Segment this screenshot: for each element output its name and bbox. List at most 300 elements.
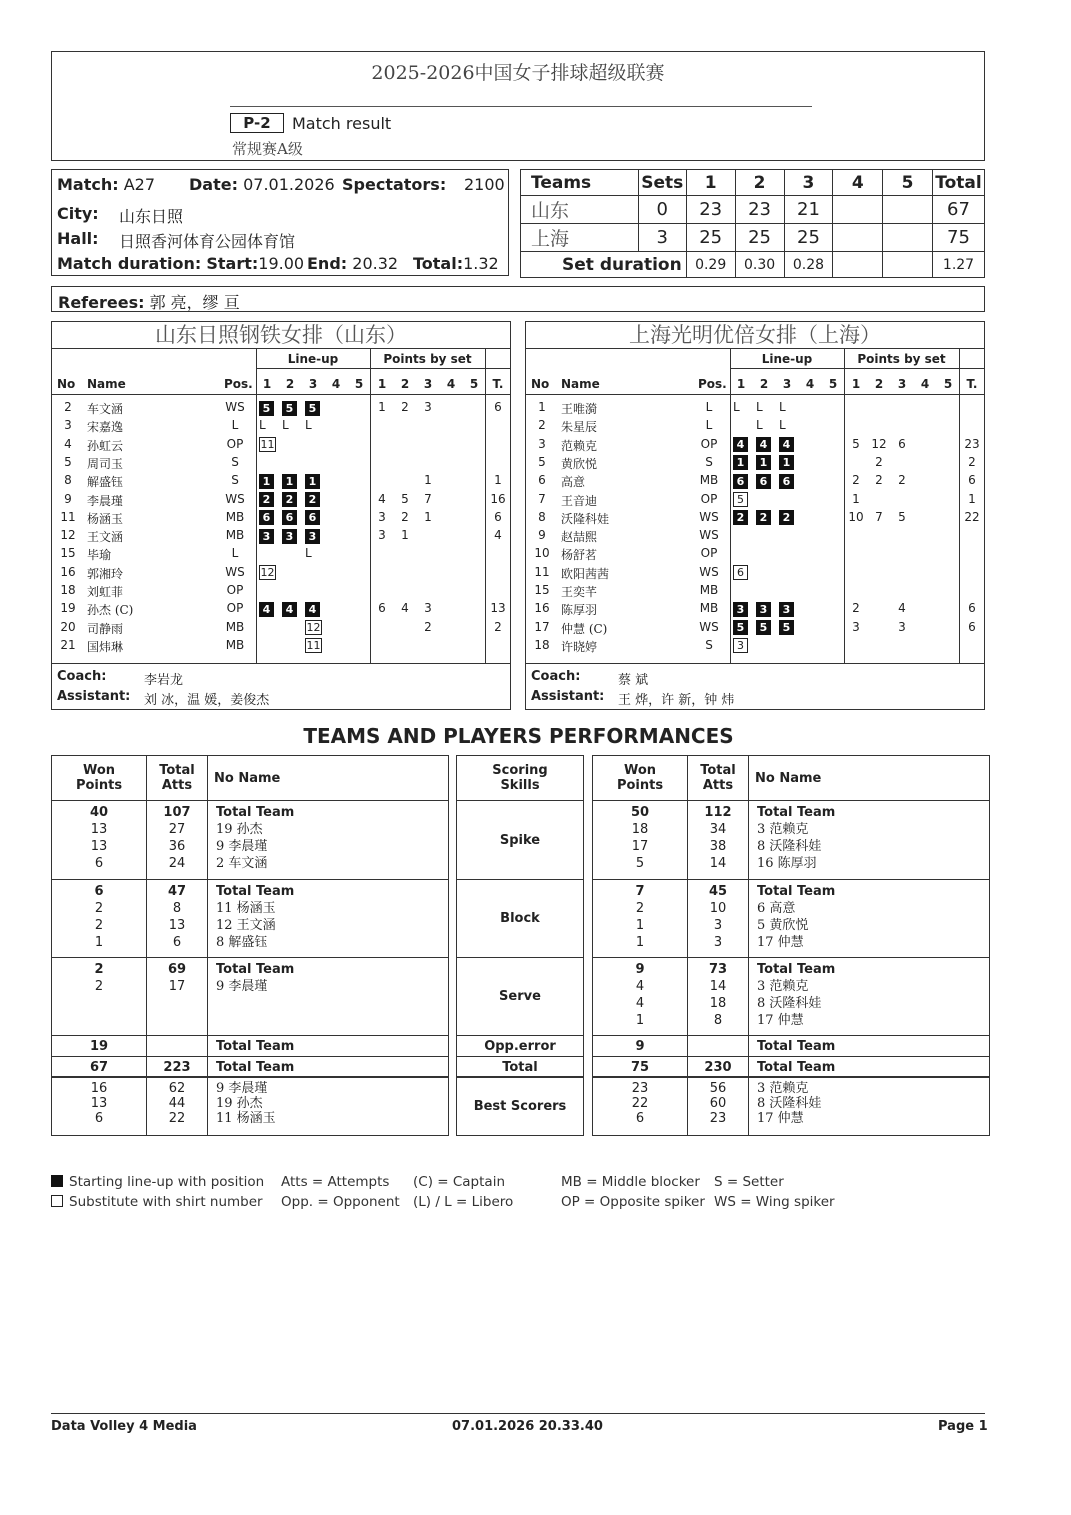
player-name: 刘虹菲 (87, 585, 124, 599)
player-total-points: 6 (494, 400, 502, 414)
opp-error-won: 19 (52, 1036, 147, 1057)
won-points-header: Won Points (52, 756, 147, 801)
skill-name: Spike (457, 801, 584, 880)
player-position: WS (699, 528, 719, 543)
home-spike-row (52, 801, 449, 880)
starting-square-icon (51, 1175, 63, 1187)
player-names-cell (749, 801, 990, 880)
best-atts-cell (147, 1077, 208, 1136)
set-points: 1 (378, 400, 386, 414)
home-team-name: 山东日照钢铁女排（山东） (52, 322, 510, 349)
best-atts-cell-line: 60 (709, 1096, 727, 1111)
away-col-divider (844, 348, 845, 664)
opp-error-atts (688, 1036, 749, 1057)
player-number: 18 (60, 583, 76, 597)
player-names-cell (749, 958, 990, 1036)
city-value: 山东日照 (119, 207, 184, 226)
total-atts-cell-line: 6 (172, 935, 182, 950)
won-points-cell-line: 1 (635, 935, 645, 950)
teams-header: Teams (521, 170, 639, 196)
player-total-points: 2 (968, 454, 976, 469)
end-time: 20.32 (352, 254, 399, 273)
player-names-cell-line: Total Team (216, 884, 295, 899)
end-label: End: (307, 254, 348, 273)
starting-position-badge: 1 (259, 474, 274, 489)
opp-error-atts (147, 1036, 208, 1057)
player-names-cell-line: 3 范赖克 (757, 979, 809, 994)
match-label: Match: (57, 175, 119, 194)
away-performance-table (592, 755, 990, 1078)
set4-duration (833, 252, 883, 278)
set-points: 12 (871, 436, 887, 451)
player-names-cell-line: Total Team (216, 805, 295, 820)
away-pos-header: Pos. (698, 377, 727, 391)
starting-position-badge: 3 (259, 529, 274, 544)
player-position: S (705, 637, 713, 652)
starting-position-badge: 5 (282, 401, 297, 416)
set-points: 2 (875, 454, 883, 469)
player-name: 黄欣悦 (561, 456, 598, 471)
player-total-points: 6 (968, 473, 976, 488)
player-name: 宋嘉逸 (87, 420, 124, 435)
player-position: OP (226, 436, 244, 451)
player-position: WS (225, 400, 245, 414)
home-total: 67 (932, 196, 984, 224)
home-block-row (52, 880, 449, 958)
player-total-points: 1 (494, 473, 502, 488)
away-assistant-names: 王 烨，许 新，钟 炜 (618, 693, 735, 708)
opp-error-won: 9 (593, 1036, 688, 1057)
home-lineup-header: Line-up (287, 352, 339, 366)
duration-label: Match duration: (57, 254, 202, 273)
set-points: 3 (378, 528, 386, 543)
opp-error-team: Total Team (749, 1036, 990, 1057)
total-label: Total: (413, 254, 464, 273)
player-total-points: 1 (968, 491, 976, 506)
player-name: 沃隆科娃 (561, 511, 610, 526)
player-position: WS (225, 564, 245, 579)
player-names-cell (208, 958, 449, 1036)
best-names-cell-line: 9 李晨瑾 (216, 1081, 268, 1096)
total-team: Total Team (749, 1057, 990, 1078)
won-points-cell-line: 7 (635, 884, 645, 899)
starting-position-badge: 3 (305, 529, 320, 544)
total-atts-header: Total Atts (147, 756, 208, 801)
total-atts-cell-line: 8 (713, 1013, 723, 1028)
home-subheader-line (256, 368, 510, 369)
set-points: 2 (401, 509, 409, 524)
set-points: 5 (898, 509, 906, 524)
set-points: 5 (852, 436, 860, 451)
player-position: MB (225, 619, 245, 634)
player-names-cell (208, 801, 449, 880)
player-number: 8 (64, 473, 72, 488)
home-coach-name: 李岩龙 (144, 673, 184, 688)
player-name: 赵喆熙 (561, 530, 598, 545)
set-points: 7 (424, 491, 432, 506)
substitute-badge: 5 (733, 492, 748, 507)
starting-position-badge: 4 (756, 437, 771, 452)
home-pos-header: Pos. (224, 377, 253, 391)
home-performance-table (51, 755, 449, 1078)
player-total-points: 16 (490, 491, 506, 506)
home-sets: 0 (638, 196, 686, 224)
starting-position-badge: 6 (259, 510, 274, 525)
home-header-line (52, 394, 510, 395)
report-header (51, 51, 985, 161)
libero-marker: L (305, 546, 312, 561)
away-points-set2-header: 2 (874, 377, 884, 391)
home-no-header: No (57, 377, 76, 391)
score-table (520, 169, 985, 278)
player-name: 周司玉 (87, 456, 124, 471)
home-total-header: T. (492, 377, 504, 391)
best-names-cell (749, 1077, 990, 1136)
player-name: 王奕芊 (561, 585, 598, 599)
won-points-cell-line: 13 (90, 822, 108, 837)
opp-error-skill-row (457, 1036, 584, 1057)
legend-starting: Starting line-up with position (69, 1174, 265, 1190)
player-names-cell-line: 8 沃隆科娃 (757, 996, 822, 1011)
player-names-cell-line: 16 陈厚羽 (757, 856, 817, 871)
libero-marker: L (305, 418, 312, 433)
starting-position-badge: 3 (779, 602, 794, 617)
away-total: 75 (932, 224, 984, 252)
match-info (51, 169, 509, 276)
set-points: 1 (424, 473, 432, 488)
skill-row (457, 801, 584, 880)
player-name: 李晨瑾 (87, 493, 124, 508)
skill-row (457, 880, 584, 958)
away-total-header: T. (966, 377, 978, 391)
away-team-name: 上海光明优倍女排（上海） (526, 322, 984, 349)
hall-label: Hall: (57, 229, 99, 248)
player-name: 解盛钰 (87, 475, 124, 490)
substitute-badge: 11 (260, 438, 275, 452)
score-row-away (521, 224, 985, 252)
away-team-short: 上海 (521, 224, 639, 252)
player-names-cell (749, 880, 990, 958)
starting-position-badge: 6 (282, 510, 297, 525)
legend-captain: (C) = Captain (413, 1174, 505, 1190)
home-assistant-label: Assistant: (57, 689, 131, 704)
total-atts-header: Total Atts (688, 756, 749, 801)
away-assistant-label: Assistant: (531, 689, 605, 704)
total-won: 67 (52, 1057, 147, 1078)
player-names-cell-line: 8 沃隆科娃 (757, 839, 822, 854)
home-col-divider (256, 348, 257, 664)
player-position: L (705, 418, 713, 433)
date-label: Date: (189, 175, 238, 194)
player-name: 杨涵玉 (87, 511, 124, 526)
player-name: 车文涵 (87, 402, 124, 416)
starting-position-badge: 3 (756, 602, 771, 617)
player-names-cell-line: 3 范赖克 (757, 822, 809, 837)
starting-position-badge: 5 (779, 620, 794, 635)
player-name: 王唯漪 (561, 402, 598, 416)
footer-divider (51, 1413, 985, 1414)
set-points: 2 (898, 473, 906, 488)
player-names-cell-line: Total Team (757, 962, 836, 977)
set-points: 3 (424, 601, 432, 616)
starting-position-badge: 5 (305, 401, 320, 416)
away-points-set5-header: 5 (943, 377, 953, 391)
player-position: L (231, 546, 239, 561)
set2-duration: 0.30 (735, 252, 784, 278)
player-position: OP (700, 491, 718, 506)
player-names-cell-line: 11 杨涵玉 (216, 901, 276, 916)
player-name: 陈厚羽 (561, 603, 598, 618)
player-number: 6 (538, 473, 546, 488)
away-sets: 3 (638, 224, 686, 252)
set-points: 7 (875, 509, 883, 524)
set-points: 4 (898, 601, 906, 616)
skill-name: Block (457, 880, 584, 958)
starting-position-badge: 2 (733, 510, 748, 525)
best-names-cell-line: 11 杨涵玉 (216, 1111, 276, 1126)
away-points-set1-header: 1 (851, 377, 861, 391)
home-col-divider (370, 348, 371, 664)
won-points-cell (52, 801, 147, 880)
starting-position-badge: 6 (756, 474, 771, 489)
player-name: 毕瑜 (87, 548, 112, 563)
set-points: 4 (378, 491, 386, 506)
set3-duration: 0.28 (784, 252, 833, 278)
home-roster (51, 321, 511, 710)
set-points: 6 (898, 436, 906, 451)
player-position: MB (699, 473, 719, 488)
player-position: MB (699, 583, 719, 597)
player-name: 孙杰 (C) (87, 603, 134, 618)
footer-page: Page 1 (938, 1419, 988, 1434)
opp-error-team: Total Team (208, 1036, 449, 1057)
home-perf-header-row (52, 756, 449, 801)
set-points: 5 (401, 491, 409, 506)
player-total-points: 4 (494, 528, 502, 543)
player-number: 8 (538, 509, 546, 524)
best-scorers-skill: Best Scorers (457, 1077, 584, 1136)
player-position: WS (699, 619, 719, 634)
total-duration: 1.32 (463, 254, 499, 273)
home-lineup-set2-header: 2 (285, 377, 295, 391)
away-best-scorers (592, 1076, 990, 1136)
best-atts-cell (688, 1077, 749, 1136)
won-points-cell-line: 1 (94, 935, 104, 950)
starting-position-badge: 2 (779, 510, 794, 525)
substitute-square-icon (51, 1195, 63, 1207)
won-points-cell-line: 4 (635, 979, 645, 994)
legend-opp: Opp. = Opponent (281, 1194, 400, 1210)
won-points-cell-line: 50 (630, 805, 650, 820)
home-points-set2-header: 2 (400, 377, 410, 391)
home-name-header: Name (87, 377, 126, 391)
best-atts-cell-line: 62 (168, 1081, 186, 1096)
best-scorers-label-table (456, 1076, 584, 1136)
home-points-set3-header: 3 (423, 377, 433, 391)
away-set5 (883, 224, 933, 252)
player-names-cell-line: 9 李晨瑾 (216, 979, 268, 994)
no-name-header: No Name (749, 756, 990, 801)
won-points-cell-line: 40 (89, 805, 109, 820)
substitute-badge: 12 (260, 566, 275, 580)
starting-position-badge: 4 (733, 437, 748, 452)
away-set4 (833, 224, 883, 252)
footer-timestamp: 07.01.2026 20.33.40 (452, 1419, 603, 1434)
total-atts-cell-line: 14 (709, 856, 727, 871)
home-lineup-set5-header: 5 (354, 377, 364, 391)
set-points: 3 (852, 619, 860, 634)
page-code: P-2 (230, 113, 284, 133)
total-atts-cell (147, 958, 208, 1036)
home-assistant-names: 刘 冰，温 媛，姜俊杰 (144, 693, 270, 708)
away-col-divider (959, 348, 960, 664)
total-skill: Total (457, 1057, 584, 1078)
won-points-cell-line: 2 (94, 918, 104, 933)
away-lineup-header: Line-up (761, 352, 813, 366)
total-atts-cell-line: 47 (167, 884, 187, 899)
player-number: 3 (538, 436, 546, 451)
player-name: 高意 (561, 475, 586, 490)
set-duration-row (521, 252, 985, 278)
player-position: S (231, 473, 239, 488)
home-serve-row (52, 958, 449, 1036)
player-name: 郭湘玲 (87, 566, 124, 581)
player-names-cell-line: 12 王文涵 (216, 918, 276, 933)
total-atts-cell (147, 801, 208, 880)
away-points-set4-header: 4 (920, 377, 930, 391)
set-duration-label: Set duration (521, 252, 687, 278)
player-names-cell-line: 19 孙杰 (216, 822, 263, 837)
player-position: MB (225, 509, 245, 524)
home-points-set1-header: 1 (377, 377, 387, 391)
skills-header-row (457, 756, 584, 801)
set-points: 2 (852, 601, 860, 616)
player-position: MB (225, 637, 245, 652)
set1-duration: 0.29 (686, 252, 735, 278)
player-names-cell-line: 5 黄欣悦 (757, 918, 809, 933)
player-name: 朱星辰 (561, 420, 598, 435)
starting-position-badge: 1 (756, 455, 771, 470)
player-total-points: 6 (494, 509, 502, 524)
skill-name: Serve (457, 958, 584, 1036)
away-total-row (593, 1057, 990, 1078)
starting-position-badge: 1 (282, 474, 297, 489)
player-names-cell-line: 8 解盛钰 (216, 935, 268, 950)
won-points-cell-line: 4 (635, 996, 645, 1011)
legend-substitute: Substitute with shirt number (69, 1194, 263, 1210)
player-total-points: 6 (968, 619, 976, 634)
player-name: 国炜琳 (87, 639, 124, 654)
set-points: 2 (875, 473, 883, 488)
opp-error-skill: Opp.error (457, 1036, 584, 1057)
player-number: 9 (538, 528, 546, 543)
total-atts-cell-line: 73 (708, 962, 728, 977)
total-atts-cell-line: 10 (709, 901, 727, 916)
won-points-cell-line: 13 (90, 839, 108, 854)
starting-position-badge: 2 (756, 510, 771, 525)
away-block-row (593, 880, 990, 958)
home-set2: 23 (735, 196, 784, 224)
player-names-cell-line: 17 仲慧 (757, 935, 804, 950)
player-total-points: 23 (964, 436, 980, 451)
best-atts-cell-line: 23 (709, 1111, 727, 1126)
away-set1: 25 (686, 224, 735, 252)
total-atts-cell-line: 3 (713, 918, 723, 933)
total-skill-row (457, 1057, 584, 1078)
spectators-label: Spectators: (342, 175, 447, 194)
set-points: 3 (424, 400, 432, 414)
home-points-set4-header: 4 (446, 377, 456, 391)
skill-row (457, 958, 584, 1036)
away-spike-row (593, 801, 990, 880)
set-points: 6 (378, 601, 386, 616)
away-lineup-set2-header: 2 (759, 377, 769, 391)
best-atts-cell-line: 22 (168, 1111, 186, 1126)
player-number: 16 (60, 564, 76, 579)
set2-header: 2 (735, 170, 784, 196)
legend-libero: (L) / L = Libero (413, 1194, 514, 1210)
away-points-header: Points by set (857, 352, 946, 366)
won-points-cell-line: 5 (635, 856, 645, 871)
starting-position-badge: 1 (733, 455, 748, 470)
total-atts-cell-line: 107 (163, 805, 191, 820)
won-points-cell-line: 2 (94, 962, 104, 977)
player-names-cell-line: 17 仲慧 (757, 1013, 804, 1028)
player-number: 5 (538, 454, 546, 469)
total-atts-cell-line: 38 (709, 839, 727, 854)
player-name: 王文涵 (87, 530, 124, 545)
player-number: 15 (60, 546, 76, 561)
starting-position-badge: 1 (779, 455, 794, 470)
away-lineup-set4-header: 4 (805, 377, 815, 391)
set-points: 1 (401, 528, 409, 543)
set-points: 1 (852, 491, 860, 506)
starting-position-badge: 4 (305, 602, 320, 617)
player-name: 许晓婷 (561, 639, 598, 654)
best-atts-cell-line: 44 (168, 1096, 186, 1111)
best-won-cell (52, 1077, 147, 1136)
player-total-points: 2 (494, 619, 502, 634)
player-position: WS (699, 564, 719, 579)
starting-position-badge: 4 (259, 602, 274, 617)
set-points: 10 (848, 509, 864, 524)
score-header-row (521, 170, 985, 196)
total-atts-cell-line: 3 (713, 935, 723, 950)
libero-marker: L (259, 418, 266, 433)
home-set5 (883, 196, 933, 224)
player-name: 孙虹云 (87, 438, 124, 453)
player-position: S (231, 454, 239, 469)
away-header-line (526, 394, 984, 395)
starting-position-badge: 2 (305, 492, 320, 507)
player-position: S (705, 454, 713, 469)
set4-header: 4 (833, 170, 883, 196)
away-lineup-set5-header: 5 (828, 377, 838, 391)
player-name: 杨舒茗 (561, 548, 598, 563)
won-points-cell-line: 1 (635, 1013, 645, 1028)
away-serve-row (593, 958, 990, 1036)
player-total-points: 13 (490, 601, 506, 616)
player-number: 21 (60, 637, 76, 652)
away-points-set3-header: 3 (897, 377, 907, 391)
away-set3: 25 (784, 224, 833, 252)
home-points-set5-header: 5 (469, 377, 479, 391)
starting-position-badge: 6 (733, 474, 748, 489)
header-divider (230, 106, 812, 107)
player-position: OP (700, 546, 718, 561)
player-number: 19 (60, 601, 76, 616)
won-points-cell-line: 6 (94, 884, 104, 899)
